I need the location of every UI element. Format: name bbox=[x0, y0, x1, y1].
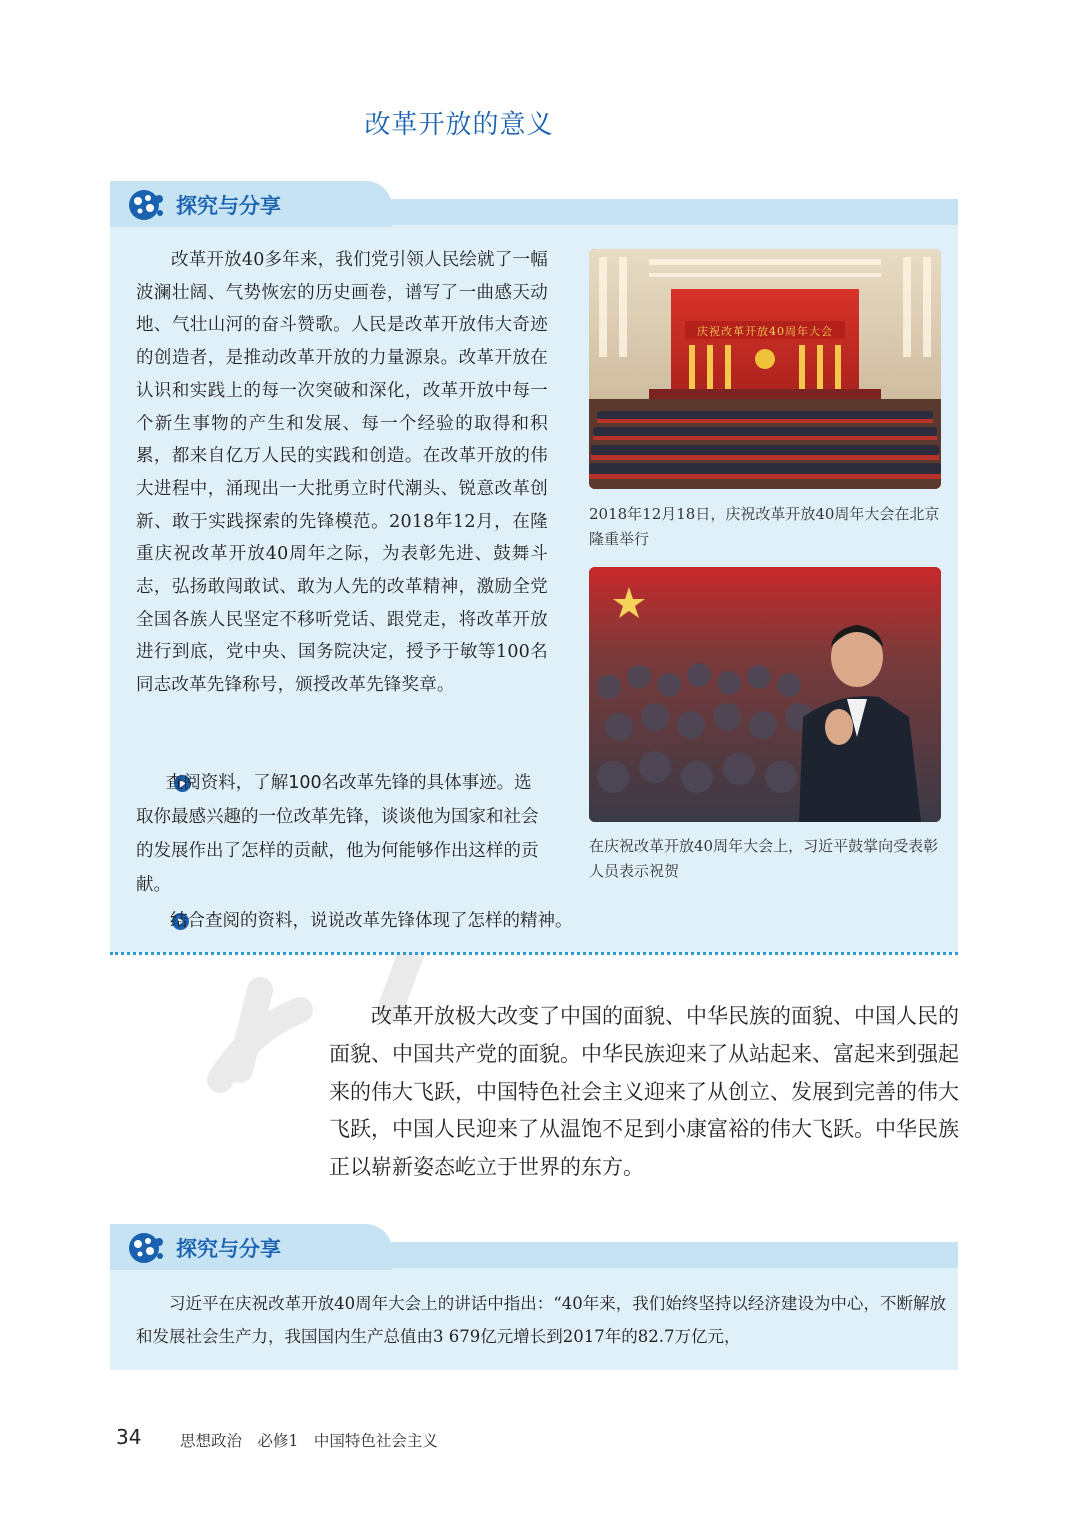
box-header-tab bbox=[110, 181, 392, 227]
quote-paragraph: 习近平在庆祝改革开放40周年大会上的讲话中指出：“40年来，我们始终坚持以经济建设为中心，不断解放和发展社会生产力，我国国内生产总值由3 679亿元增长到2017年的82.7万亿元， bbox=[136, 1294, 946, 1346]
photo-assembly-hall bbox=[589, 249, 941, 489]
box-header-tab bbox=[110, 1224, 392, 1270]
dots-cluster-icon bbox=[128, 1232, 164, 1264]
main-paragraph: 改革开放极大改变了中国的面貌、中华民族的面貌、中国人民的面貌、中国共产党的面貌。中华民族迎来了从站起来、富起来到强起来的伟大飞跃，中国特色社会主义迎来了从创立、发展到完善的伟大飞跃，中国人民迎来了从温饱不足到小康富裕的伟大飞跃。中华民族正以崭新姿态屹立于世界的东方。 bbox=[329, 1004, 959, 1180]
photo-caption-2: 在庆祝改革开放40周年大会上，习近平鼓掌向受表彰人员表示祝贺 bbox=[589, 837, 939, 880]
intro-paragraph: 改革开放40多年来，我们党引领人民绘就了一幅波澜壮阔、气势恢宏的历史画卷，谱写了一曲感天动地、气壮山河的奋斗赞歌。人民是改革开放伟大奇迹的创造者，是推动改革开放的力量源泉。改革开放在认识和实践上的每一次突破和深化，改革开放中每一个新生事物的产生和发展、每一个经验的取得和积累，都来自亿万人民的实践和创造。在改革开放的伟大进程中，涌现出一大批勇立时代潮头、锐意改革创新、敢于实践探索的先锋模范。2018年12月，在隆重庆祝改革开放40周年之际，为表彰先进、鼓舞斗志，弘扬敢闯敢试、敢为人先的改革精神，激励全党全国各族人民坚定不移听党话、跟党走，将改革开放进行到底，党中央、国务院决定，授予于敏等100名同志改革先锋称号，颁授改革先锋奖章。 bbox=[136, 250, 548, 696]
photo-banner-text: 庆祝改革开放40周年大会 bbox=[697, 325, 833, 338]
dots-cluster-icon bbox=[128, 189, 164, 221]
question-2: 结合查阅的资料，说说改革先锋体现了怎样的精神。 bbox=[170, 911, 573, 931]
question-1: 查阅资料，了解100名改革先锋的具体事迹。选取你最感兴趣的一位改革先锋，谈谈他为国家和社会的发展作出了怎样的贡献，他为何能够作出这样的贡献。 bbox=[136, 773, 539, 895]
dotted-divider bbox=[110, 952, 958, 955]
box-title: 探究与分享 bbox=[176, 1237, 281, 1261]
section-title: 改革开放的意义 bbox=[364, 110, 554, 140]
photo-caption-1: 2018年12月18日，庆祝改革开放40周年大会在北京隆重举行 bbox=[589, 505, 940, 548]
page-number: 34 bbox=[116, 1425, 142, 1449]
book-title: 思想政治 必修1 中国特色社会主义 bbox=[180, 1432, 438, 1450]
box-title: 探究与分享 bbox=[176, 194, 281, 218]
photo-applause bbox=[589, 567, 941, 822]
